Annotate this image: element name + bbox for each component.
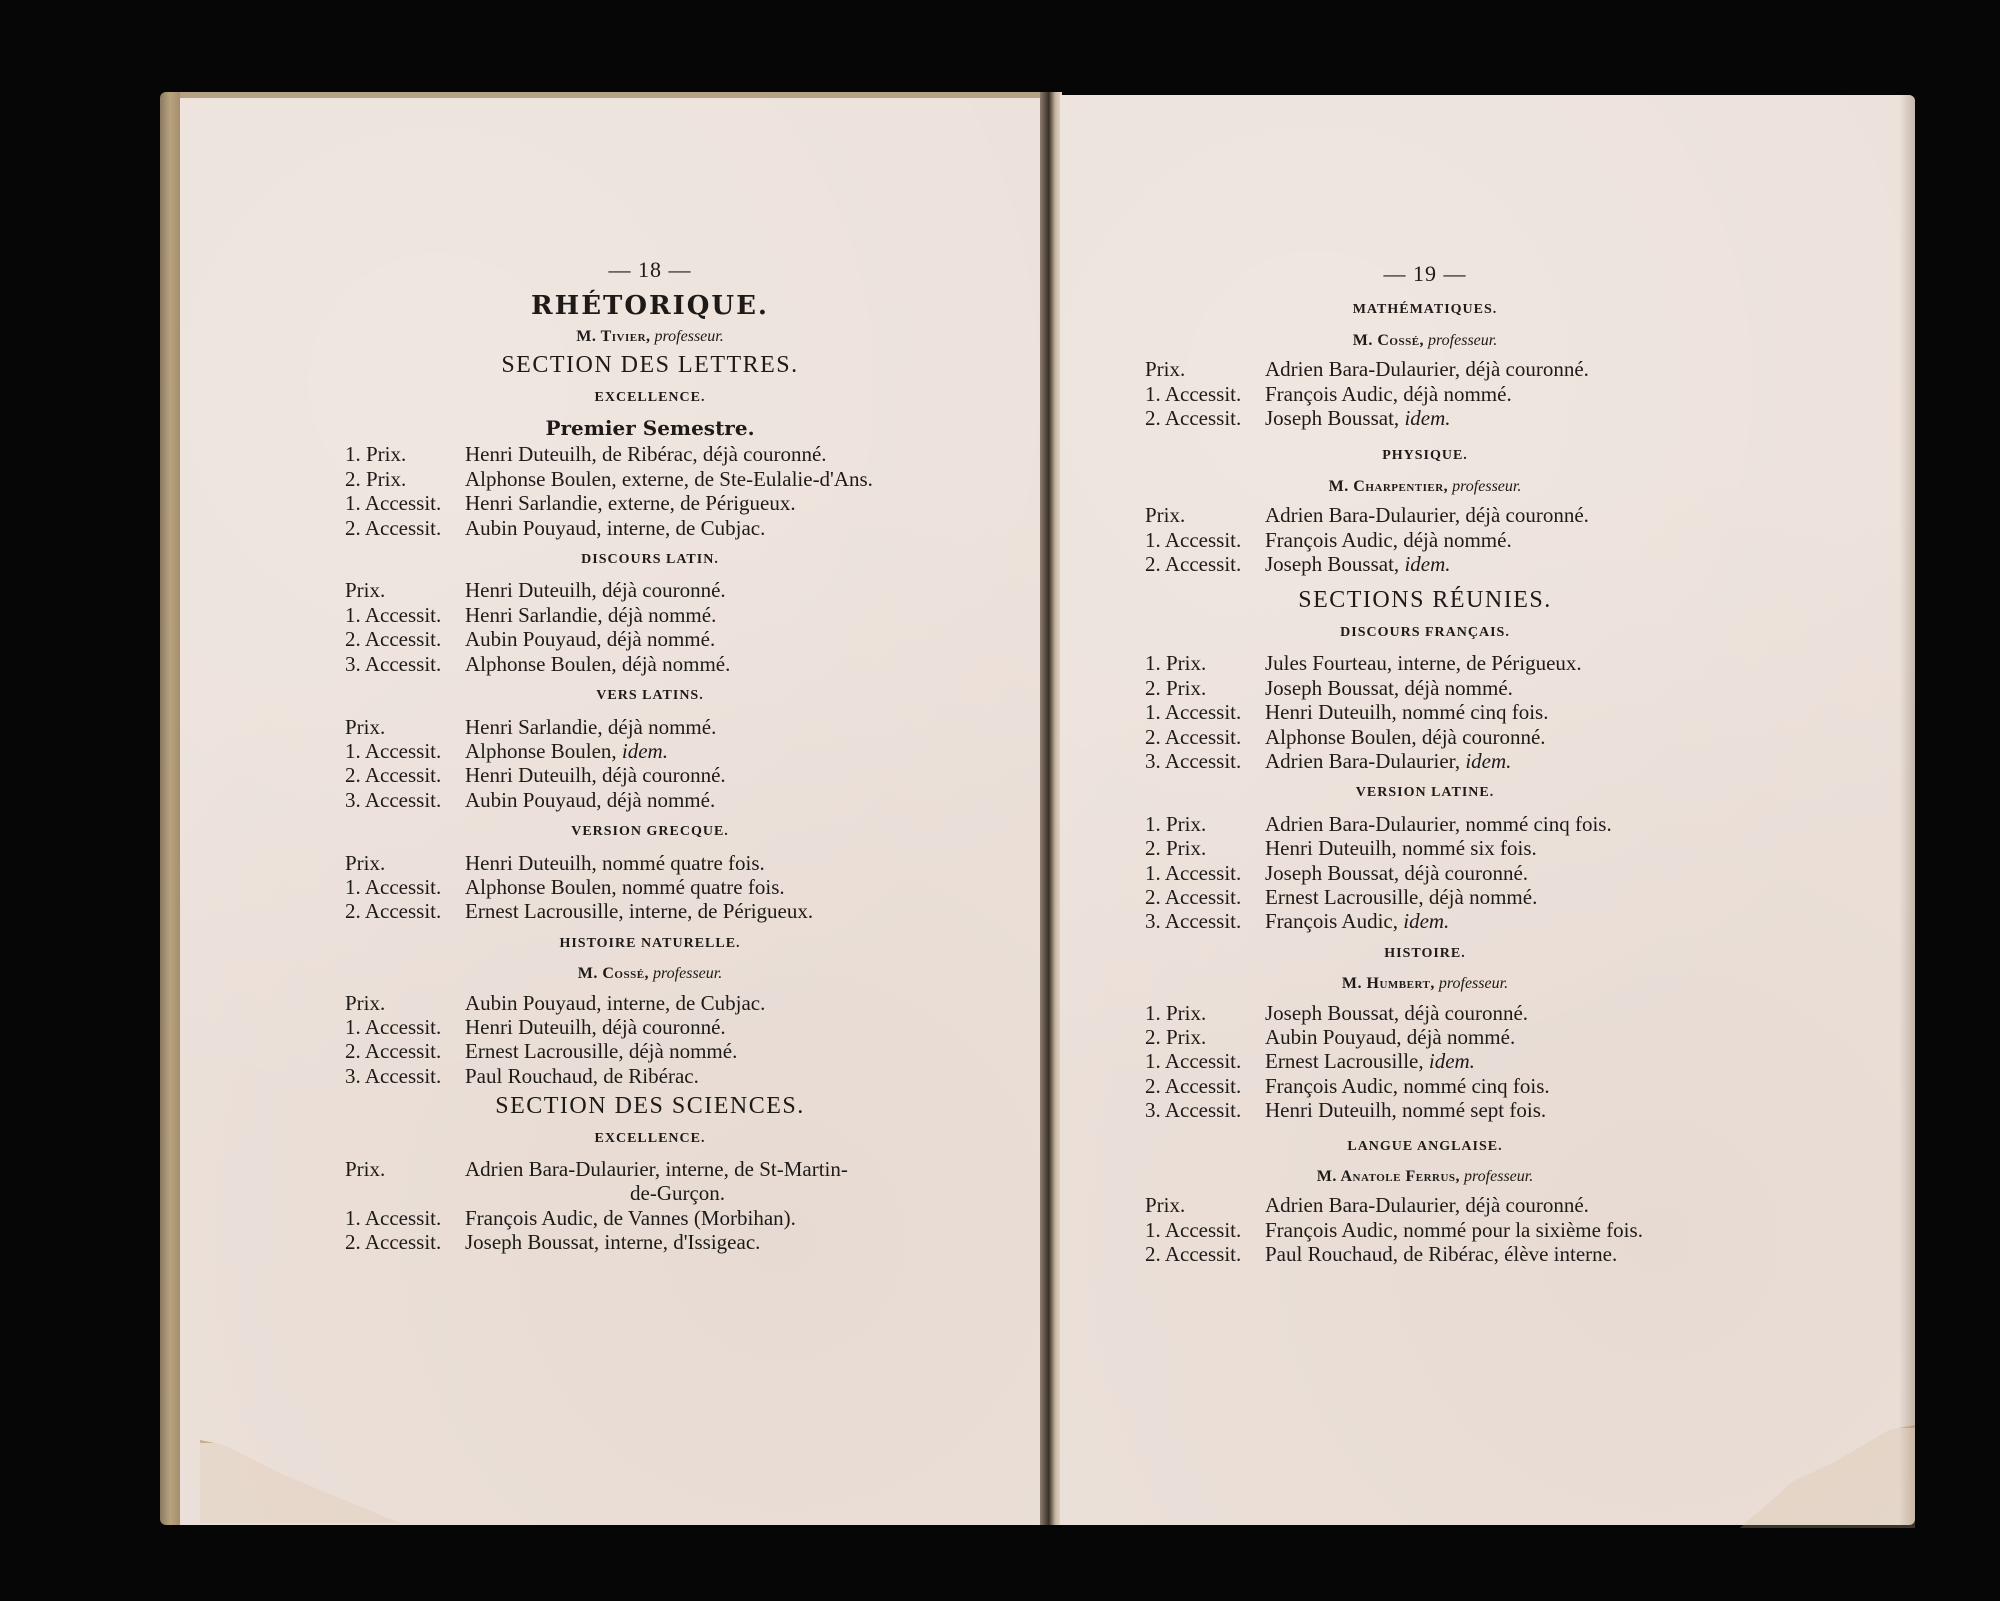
award-row [345,627,955,651]
professor-name: M. Tivier, [576,327,651,345]
subject-heading: MATHÉMATIQUES. [1352,302,1498,318]
award-recipient: Alphonse Boulen, externe, de Ste-Eulalie-d'Ans. [465,466,873,491]
award-rank: 1. Accessit. [345,874,442,899]
subject-heading: HISTOIRE NATURELLE. [559,935,741,951]
award-rank: 2. Prix. [1145,836,1207,861]
page-number: — 18 — [608,257,692,282]
award-recipient: Henri Sarlandie, déjà nommé. [465,714,717,739]
professor-role: professeur. [1438,975,1509,993]
award-recipient: Adrien Bara-Dulaurier, nommé cinq fois. [1265,811,1612,836]
award-recipient: Adrien Bara-Dulaurier, déjà couronné. [1265,357,1589,382]
award-row [1145,406,1705,430]
award-row [1145,1001,1705,1025]
award-row [1145,382,1705,406]
award-row [345,442,955,466]
award-recipient: Henri Duteuilh, de Ribérac, déjà couronné. [465,442,827,467]
award-row [345,875,955,899]
award-recipient: Alphonse Boulen, déjà nommé. [465,651,731,676]
page-number: — 19 — [1383,261,1467,286]
award-row [345,763,955,787]
award-recipient: Adrien Bara-Dulaurier, idem. [1265,748,1512,773]
award-rank: 2. Accessit. [345,1039,442,1064]
award-row [345,899,955,923]
award-rank: 1. Accessit. [1145,527,1242,552]
professor-name: M. Anatole Ferrus, [1316,1168,1461,1185]
award-recipient: Henri Duteuilh, nommé six fois. [1265,836,1537,861]
award-recipient: Jules Fourteau, interne, de Périgueux. [1265,651,1582,676]
award-recipient: Alphonse Boulen, idem. [465,738,668,763]
award-rank: 3. Accessit. [1145,748,1242,773]
award-row [1145,357,1705,381]
award-row [1145,1218,1705,1242]
left-page-text [345,258,955,1255]
award-rank: 2. Accessit. [1145,1073,1242,1098]
award-rank: 1. Accessit. [1145,700,1242,725]
award-row [1145,676,1705,700]
subject-heading: DISCOURS LATIN. [581,552,719,568]
award-recipient: Adrien Bara-Dulaurier, déjà couronné. [1265,1193,1589,1218]
subject-heading: VERSION LATINE. [1355,785,1495,801]
section-title: SECTION DES SCIENCES. [495,1093,805,1120]
award-recipient: Joseph Boussat, déjà nommé. [1265,675,1513,700]
award-row [1145,725,1705,749]
award-rank: Prix. [345,990,386,1015]
award-rank: 3. Accessit. [345,787,442,812]
award-recipient: François Audic, de Vannes (Morbihan). [465,1205,796,1230]
award-rank: Prix. [1145,357,1186,382]
professor-role: professeur. [1452,477,1522,495]
award-row [345,991,955,1015]
award-row [345,578,955,602]
award-rank: 2. Prix. [345,466,407,491]
professor-role: professeur. [1464,1168,1534,1185]
professor-name: M. Cossé, [1352,331,1425,349]
award-recipient: Ernest Lacrousille, interne, de Périgueux. [465,899,814,924]
award-row [345,1230,955,1254]
award-row [345,1206,955,1230]
award-rank: 1. Accessit. [345,738,442,763]
award-rank: Prix. [1145,1193,1186,1218]
award-recipient: François Audic, nommé cinq fois. [1265,1073,1550,1098]
professor-line [345,325,955,349]
professor-name: M. Charpentier, [1328,477,1449,495]
award-recipient: Henri Duteuilh, déjà couronné. [465,1014,726,1039]
award-recipient: Joseph Boussat, interne, d'Issigeac. [465,1230,761,1255]
award-row [1145,700,1705,724]
award-recipient: François Audic, nommé pour la sixième fois. [1265,1217,1643,1242]
subject-heading: DISCOURS FRANÇAIS. [1340,624,1510,640]
professor-name: M. Cossé, [577,965,650,983]
award-rank: 2. Accessit. [345,1230,442,1255]
subject-heading: EXCELLENCE. [594,1130,706,1146]
award-rank: 1. Prix. [1145,651,1207,676]
right-page-text [1145,262,1705,1267]
award-recipient: Ernest Lacrousille, déjà nommé. [465,1039,738,1064]
award-rank: 2. Accessit. [1145,552,1242,577]
professor-line [1145,329,1705,353]
award-recipient: Aubin Pouyaud, interne, de Cubjac. [465,990,766,1015]
award-rank: Prix. [345,850,386,875]
award-recipient: Ernest Lacrousille, idem. [1265,1049,1475,1074]
award-row [1145,503,1705,527]
award-rank: 3. Accessit. [345,651,442,676]
subject-heading: HISTOIRE. [1384,945,1466,961]
award-rank: 1. Prix. [345,442,407,467]
award-row [345,1064,955,1088]
award-recipient: Henri Duteuilh, déjà couronné. [465,578,726,603]
award-recipient: Paul Rouchaud, de Ribérac, élève interne. [1265,1242,1618,1267]
award-rank: 3. Accessit. [345,1063,442,1088]
award-row [345,715,955,739]
award-rank: 1. Prix. [1145,1000,1207,1025]
semester-heading: Premier Semestre. [545,416,755,441]
award-rank: 1. Prix. [1145,811,1207,836]
award-recipient: Adrien Bara-Dulaurier, déjà couronné. [1265,503,1589,528]
award-recipient: Adrien Bara-Dulaurier, interne, de St-Martin- [465,1157,848,1181]
award-rank: 2. Prix. [1145,675,1207,700]
award-recipient: Joseph Boussat, déjà couronné. [1265,1000,1529,1025]
award-row [1145,1049,1705,1073]
award-recipient: Aubin Pouyaud, déjà nommé. [465,627,716,652]
award-rank: 3. Accessit. [1145,1098,1242,1123]
award-row [345,491,955,515]
award-row [345,516,955,540]
section-title: SECTIONS RÉUNIES. [1298,587,1552,614]
award-row [1145,749,1705,773]
award-rank: Prix. [345,578,386,603]
award-rank: 1. Accessit. [345,1205,442,1230]
award-rank: 2. Accessit. [345,763,442,788]
award-row [345,1039,955,1063]
award-row [1145,651,1705,675]
award-recipient: Aubin Pouyaud, déjà nommé. [465,787,716,812]
award-row [345,739,955,763]
award-rank: 2. Prix. [1145,1024,1207,1049]
award-rank: 1. Accessit. [345,491,442,516]
award-rank: 2. Accessit. [345,627,442,652]
award-recipient: Aubin Pouyaud, interne, de Cubjac. [465,515,766,540]
award-recipient-continuation: de-Gurçon. [630,1181,726,1206]
award-rank: 1. Accessit. [1145,1217,1242,1242]
award-rank: 3. Accessit. [1145,909,1242,934]
award-rank: Prix. [345,714,386,739]
subject-heading: VERS LATINS. [596,688,704,704]
award-row [1145,909,1705,933]
award-recipient: Alphonse Boulen, déjà couronné. [1265,724,1546,749]
award-recipient: Ernest Lacrousille, déjà nommé. [1265,884,1538,909]
award-rank: 1. Accessit. [345,1014,442,1039]
award-recipient: Henri Sarlandie, déjà nommé. [465,602,717,627]
professor-role: professeur. [653,965,723,983]
award-rank: 2. Accessit. [1145,406,1242,431]
professor-name: M. Humbert, [1341,975,1435,993]
award-rank: 1. Accessit. [345,602,442,627]
subject-heading: LANGUE ANGLAISE. [1347,1138,1503,1154]
award-row [345,467,955,491]
award-rank: 1. Accessit. [1145,381,1242,406]
award-rank: 2. Accessit. [1145,1242,1242,1267]
subject-heading: VERSION GRECQUE. [571,824,729,840]
award-row [345,1015,955,1039]
award-recipient: Henri Sarlandie, externe, de Périgueux. [465,491,796,516]
award-rank: 1. Accessit. [1145,860,1242,885]
book-gutter [1040,92,1062,1525]
award-row [1145,528,1705,552]
award-row [1145,1242,1705,1266]
award-row [345,603,955,627]
award-row [1145,1098,1705,1122]
award-recipient: Paul Rouchaud, de Ribérac. [465,1063,699,1088]
award-recipient: Aubin Pouyaud, déjà nommé. [1265,1024,1516,1049]
award-rank: 2. Accessit. [345,515,442,540]
award-row [1145,552,1705,576]
subject-heading: PHYSIQUE. [1382,448,1468,464]
award-recipient: Henri Duteuilh, nommé quatre fois. [465,850,765,875]
award-row [1145,1193,1705,1217]
award-recipient: Alphonse Boulen, nommé quatre fois. [465,874,785,899]
award-row [345,1157,955,1181]
award-row [1145,885,1705,909]
award-row [1145,836,1705,860]
award-row [1145,1074,1705,1098]
award-row [345,851,955,875]
award-recipient: Henri Duteuilh, déjà couronné. [465,763,726,788]
award-recipient: François Audic, déjà nommé. [1265,527,1512,552]
professor-role: professeur. [1428,331,1498,349]
award-row [1145,1025,1705,1049]
award-row [345,652,955,676]
award-row [345,788,955,812]
award-row [1145,812,1705,836]
award-rank: 1. Accessit. [1145,1049,1242,1074]
award-recipient: Joseph Boussat, idem. [1265,406,1451,431]
subject-heading: EXCELLENCE. [594,389,706,405]
award-recipient: Joseph Boussat, déjà couronné. [1265,860,1529,885]
chapter-title: RHÉTORIQUE. [531,291,769,322]
award-rank: 2. Accessit. [345,899,442,924]
award-row [1145,861,1705,885]
award-rank: Prix. [345,1157,386,1181]
professor-line [1145,1165,1705,1189]
award-recipient: Joseph Boussat, idem. [1265,552,1451,577]
professor-line [1145,972,1705,996]
professor-line [345,962,955,986]
award-recipient: Henri Duteuilh, nommé cinq fois. [1265,700,1549,725]
award-rank: 2. Accessit. [1145,724,1242,749]
award-rank: Prix. [1145,503,1186,528]
award-recipient: François Audic, idem. [1265,909,1450,934]
professor-role: professeur. [654,327,724,345]
award-rank: 2. Accessit. [1145,884,1242,909]
section-title: SECTION DES LETTRES. [501,352,799,379]
award-recipient: François Audic, déjà nommé. [1265,381,1512,406]
professor-line [1145,475,1705,499]
award-recipient: Henri Duteuilh, nommé sept fois. [1265,1098,1547,1123]
